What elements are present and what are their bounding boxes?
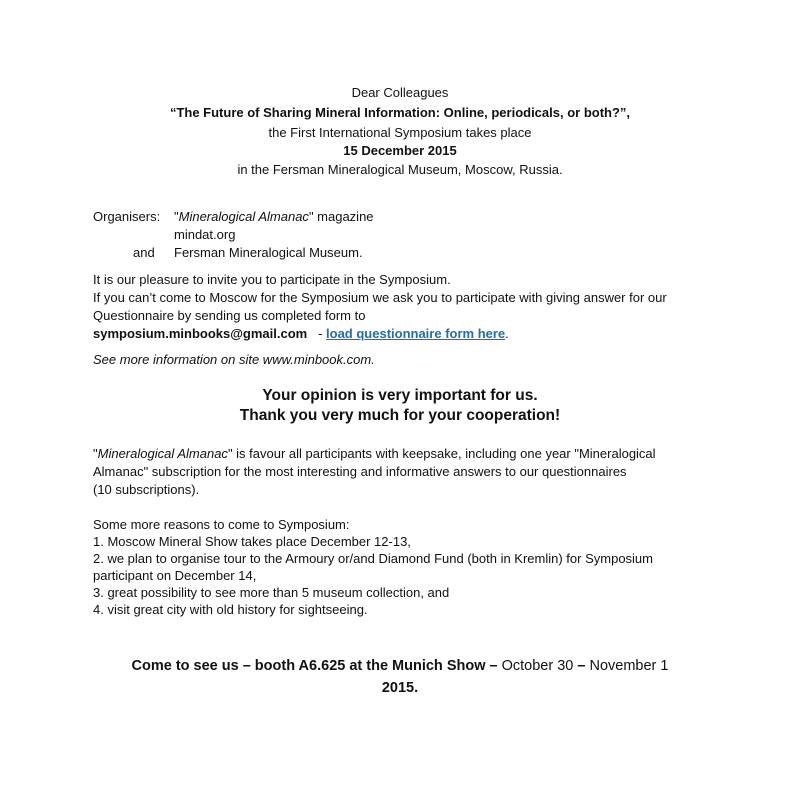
organisers-row-1 <box>0 208 800 226</box>
symposium-date: 15 December 2015 <box>343 143 457 158</box>
invite-line-4: symposium.minbooks@gmail.com - load questionnaire form here. <box>93 326 509 341</box>
organiser-mindat: mindat.org <box>174 227 236 242</box>
organisers-row-3 <box>0 244 800 262</box>
reason-item-1: 1. Moscow Mineral Show takes place December 12-13, <box>93 534 411 549</box>
footer-date-start: October 30 <box>497 658 578 674</box>
footer-booth: – booth A6.625 at the Munich Show – <box>242 658 498 674</box>
invite-line-3: Questionnaire by sending us completed form to <box>93 308 366 323</box>
symposium-title: “The Future of Sharing Mineral Information: Online, periodicals, or both?”, <box>169 105 631 120</box>
almanac-name: Mineralogical Almanac <box>178 209 309 224</box>
almanac-line-2: Almanac" subscription for the most interesting and informative answers to our questionnaires <box>93 464 627 479</box>
opinion-line-2: Thank you very much for your cooperation! <box>239 407 561 424</box>
questionnaire-link[interactable]: load questionnaire form here <box>326 326 506 341</box>
more-info-line: See more information on site www.minbook.com. <box>93 352 375 367</box>
organisers-label: Organisers: <box>93 209 161 224</box>
link-separator: - <box>307 326 327 341</box>
symposium-subtitle: the First International Symposium takes place <box>268 125 532 140</box>
footer-line-1: Come to see us – booth A6.625 at the Munich Show – October 30 – November 1 <box>131 658 669 674</box>
contact-email[interactable]: symposium.minbooks@gmail.com <box>93 326 308 341</box>
reason-item-3: 3. great possibility to see more than 5 museum collection, and <box>93 585 450 600</box>
footer-line-2: 2015. <box>381 680 419 696</box>
opinion-line-1: Your opinion is very important for us. <box>262 387 538 404</box>
reason-item-2: 2. we plan to organise tour to the Armoury or/and Diamond Fund (both in Kremlin) for Symposium <box>93 551 653 566</box>
invite-line-1: It is our pleasure to invite you to participate in the Symposium. <box>93 272 451 287</box>
reason-item-4: 4. visit great city with old history for sightseeing. <box>93 602 368 617</box>
organiser-almanac: "Mineralogical Almanac" magazine <box>174 209 374 224</box>
footer-come: Come to see us <box>131 658 243 674</box>
invite-line-2: If you can’t come to Moscow for the Symposium we ask you to participate with giving answer for our <box>93 290 667 305</box>
greeting: Dear Colleagues <box>351 85 449 100</box>
organiser-fersman: Fersman Mineralogical Museum. <box>174 245 363 260</box>
organisers-and: and <box>133 245 155 260</box>
symposium-venue: in the Fersman Mineralogical Museum, Moscow, Russia. <box>237 162 563 177</box>
almanac-line-1: "Mineralogical Almanac" is favour all participants with keepsake, including one year "Mineralogical <box>93 446 656 461</box>
reason-item-2-cont: participant on December 14, <box>93 568 257 583</box>
footer-date-end: November 1 <box>585 658 669 674</box>
almanac-name-2: Mineralogical Almanac <box>97 446 228 461</box>
almanac-line-3: (10 subscriptions). <box>93 482 200 497</box>
organisers-row-2 <box>0 226 800 244</box>
reasons-heading: Some more reasons to come to Symposium: <box>93 517 350 532</box>
